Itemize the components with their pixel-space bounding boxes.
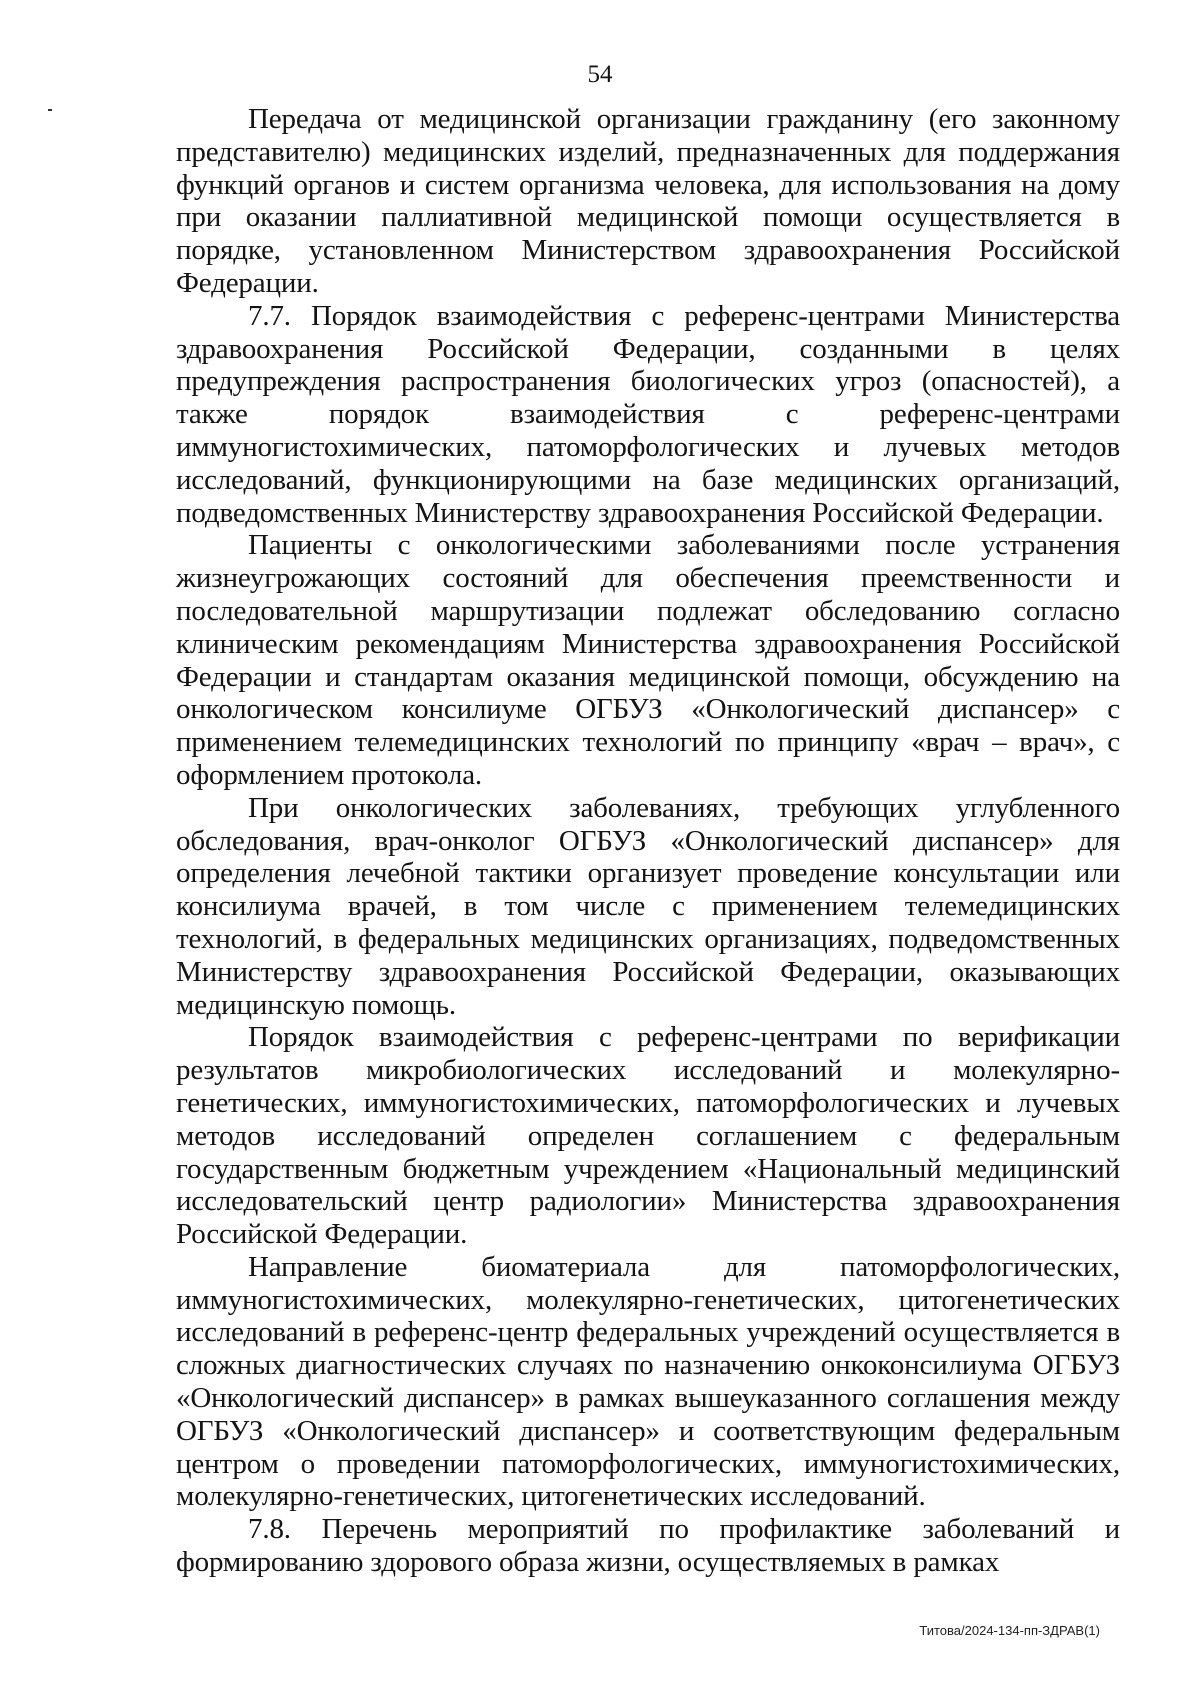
scan-speck	[48, 109, 52, 111]
page-number: 54	[587, 61, 613, 88]
document-body	[176, 103, 1120, 1579]
paragraph-section-7-7: 7.7. Порядок взаимодействия с референс-центрами Министерства здравоохранения Российской Федерации, созданными в целях предупреждения распространения биологических угроз (опасностей), а также порядок взаимодействия с референс-центрами иммуногистохимических, патоморфологических и лучевых методов исследований, функционирующими на базе медицинских организаций, подведомственных Министерству здравоохранения Российской Федерации.	[176, 299, 1120, 529]
document-code-footer: Титова/2024-134-пп-ЗДРАВ(1)	[919, 1623, 1100, 1638]
paragraph-oncology-patients: Пациенты с онкологическими заболеваниями после устранения жизнеугрожающих состояний для обеспечения преемственности и последовательной маршрутизации подлежат обследованию согласно клиническим рекомендациям Министерства здравоохранения Российской Федерации и стандартам оказания медицинской помощи, обсуждению на онкологическом консилиуме ОГБУЗ «Онкологический диспансер» с применением телемедицинских технологий по принципу «врач – врач», с оформлением протокола.	[176, 529, 1120, 791]
paragraph-biomaterial-referral: Направление биоматериала для патоморфологических, иммуногистохимических, молекулярно-генетических, цитогенетических исследований в референс-центр федеральных учреждений осуществляется в сложных диагностических случаях по назначению онкоконсилиума ОГБУЗ «Онкологический диспансер» в рамках вышеуказанного соглашения между ОГБУЗ «Онкологический диспансер» и соответствующим федеральным центром о проведении патоморфологических, иммуногистохимических, молекулярно-генетических, цитогенетических исследований.	[176, 1250, 1120, 1513]
paragraph-in-depth-examination: При онкологических заболеваниях, требующих углубленного обследования, врач-онколог ОГБУЗ «Онкологический диспансер» для определения лечебной тактики организует проведение консультации или консилиума врачей, в том числе с применением телемедицинских технологий, в федеральных медицинских организациях, подведомственных Министерству здравоохранения Российской Федерации, оказывающих медицинскую помощь.	[176, 791, 1120, 1021]
paragraph-medical-devices-transfer: Передача от медицинской организации гражданину (его законному представителю) медицинских изделий, предназначенных для поддержания функций органов и систем организма человека, для использования на дому при оказании паллиативной медицинской помощи осуществляется в порядке, установленном Министерством здравоохранения Российской Федерации.	[176, 103, 1120, 299]
paragraph-section-7-8: 7.8. Перечень мероприятий по профилактике заболеваний и формированию здорового образа жизни, осуществляемых в рамках	[176, 1513, 1120, 1579]
paragraph-reference-centers-agreement: Порядок взаимодействия с референс-центрами по верификации результатов микробиологических исследований и молекулярно-генетических, иммуногистохимических, патоморфологических и лучевых методов исследований определен соглашением с федеральным государственным бюджетным учреждением «Национальный медицинский исследовательский центр радиологии» Министерства здравоохранения Российской Федерации.	[176, 1021, 1120, 1251]
